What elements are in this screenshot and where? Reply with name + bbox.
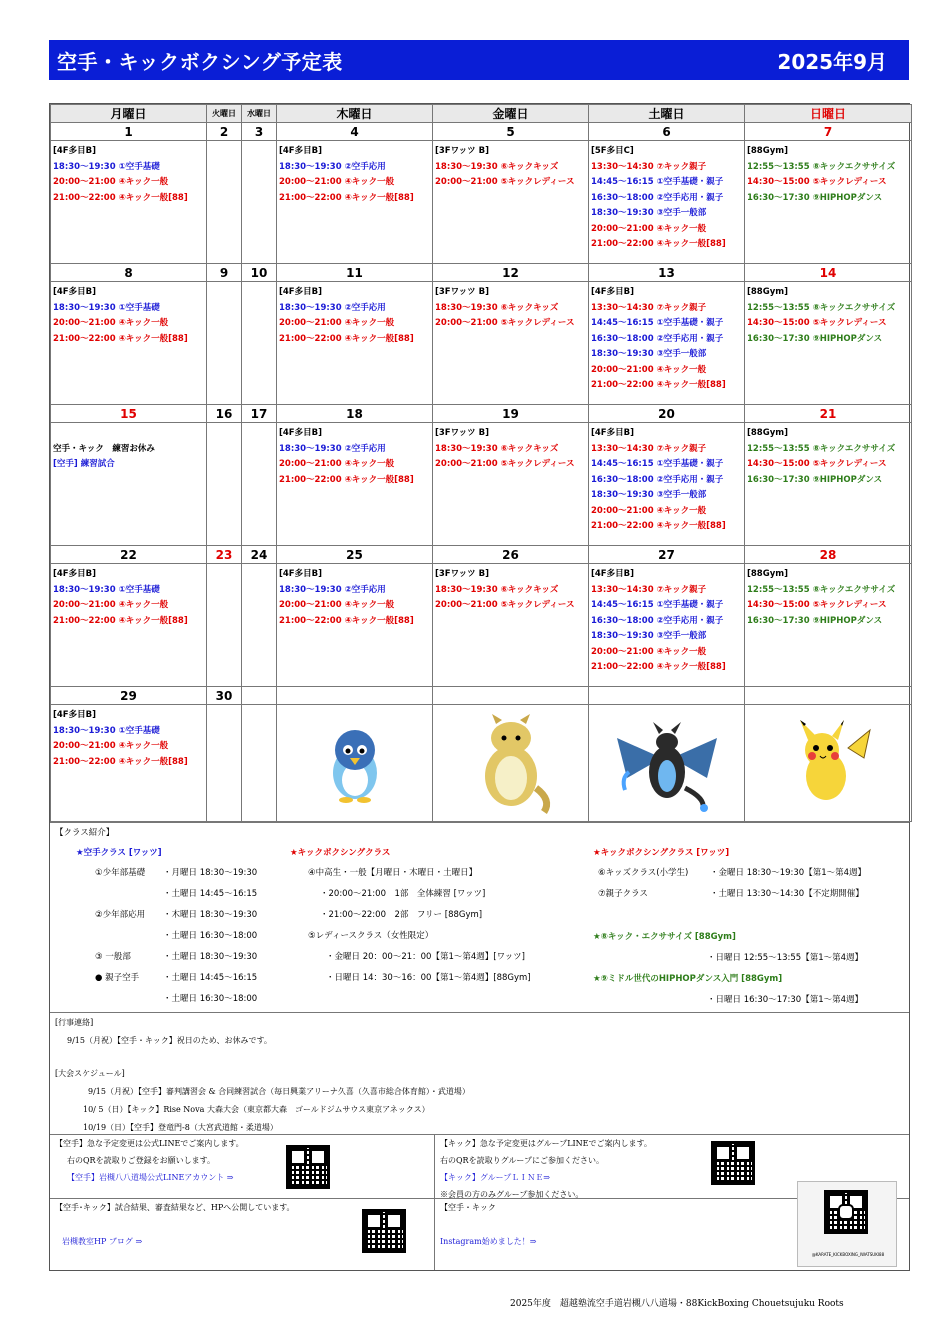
schedule-entry: 21:00～22:00 ④キック一般[88] xyxy=(591,662,726,672)
instagram-icon xyxy=(838,1204,854,1220)
schedule-entry: 14:30～15:00 ⑤キックレディース xyxy=(747,177,887,187)
date-number: 19 xyxy=(433,405,589,423)
schedule-entry: [5F多目C] xyxy=(591,146,634,156)
date-number: 3 xyxy=(242,123,277,141)
date-number xyxy=(745,687,912,705)
schedule-entry: 20:00～21:00 ④キック一般 xyxy=(591,364,707,375)
footer-text: 2025年度 超越塾流空手道岩槻八八道場・88KickBoxing Chouetsujuku Roots xyxy=(510,1299,844,1309)
day-cell xyxy=(745,141,912,264)
date-number: 10 xyxy=(242,264,277,282)
weekday-header: 日曜日 xyxy=(745,105,912,123)
schedule-entry: [4F多目B] xyxy=(279,428,322,438)
schedule-entry: 21:00～22:00 ④キック一般[88] xyxy=(53,192,188,203)
date-number: 8 xyxy=(51,264,207,282)
schedule-entry: 16:30～18:00 ②空手応用・親子 xyxy=(591,474,724,485)
hp-qr-code[interactable] xyxy=(362,1209,406,1253)
kick-watts-class-list xyxy=(598,863,898,905)
karate-class-row xyxy=(95,968,285,989)
weekday-header: 月曜日 xyxy=(51,105,207,123)
kick-class-line: ・金曜日 20：00～21：00【第1～第4週】[ワッツ] xyxy=(326,952,525,962)
day-cell xyxy=(242,282,277,405)
class-time: ・木曜日 18:30～19:30 xyxy=(163,910,258,920)
karate-class-row xyxy=(95,884,285,905)
tournament-heading: [大会スケジュール] xyxy=(55,1069,125,1078)
instagram-link[interactable]: Instagram始めました！⇒ xyxy=(440,1237,537,1246)
date-number xyxy=(433,687,589,705)
schedule-row xyxy=(51,282,912,405)
tournament-line: 9/15（月祝）【空手】審判講習会 & 合同練習試合（毎日興業アリーナ久喜（久喜市総合体育館）・武道場） xyxy=(88,1087,470,1096)
date-number: 13 xyxy=(589,264,745,282)
kick-watts-class-title: ★キックボクシングクラス [ワッツ] xyxy=(593,848,730,858)
events-heading: [行事連絡] xyxy=(55,1018,94,1027)
day-cell xyxy=(51,282,207,405)
schedule-entry: 21:00～22:00 ④キック一般[88] xyxy=(591,239,726,249)
date-number: 24 xyxy=(242,546,277,564)
schedule-entry: 21:00～22:00 ④キック一般[88] xyxy=(591,380,726,390)
schedule-entry: 20:00～21:00 ④キック一般 xyxy=(53,600,169,610)
schedule-entry xyxy=(53,426,204,442)
schedule-entry: 16:30～17:30 ⑨HIPHOPダンス xyxy=(747,615,883,626)
schedule-entry: 18:30～19:30 ⑥キックキッズ xyxy=(435,161,559,172)
month-label: 2025年9月 xyxy=(777,49,887,74)
date-number: 14 xyxy=(745,264,912,282)
schedule-entry: 14:45～16:15 ①空手基礎・親子 xyxy=(591,177,724,187)
class-name xyxy=(95,989,163,1010)
schedule-entry: 13:30～14:30 ⑦キック親子 xyxy=(591,584,707,595)
kick-class-title: ★キックボクシングクラス xyxy=(290,848,391,858)
schedule-entry: [4F多目B] xyxy=(279,569,322,579)
hp-notice-line: 【空手･キック】試合結果、審査結果など、HPへ公開しています。 xyxy=(55,1203,295,1212)
date-number: 29 xyxy=(51,687,207,705)
class-name: ②少年部応用 xyxy=(95,910,146,920)
schedule-entry: [4F多目B] xyxy=(279,146,322,156)
schedule-entry: 20:00～21:00 ④キック一般 xyxy=(279,177,395,187)
piplup-mascot-image xyxy=(279,708,430,818)
instagram-qr-card[interactable] xyxy=(797,1181,897,1267)
schedule-entry: [3Fワッツ B] xyxy=(435,428,490,438)
schedule-entry: 20:00～21:00 ⑤キックレディース xyxy=(435,459,575,469)
date-number: 1 xyxy=(51,123,207,141)
kick-class-list xyxy=(308,863,578,989)
header-bar xyxy=(49,40,909,80)
event-line: 9/15（月祝）【空手・キック】祝日のため、お休みです。 xyxy=(67,1036,272,1045)
day-cell xyxy=(745,564,912,687)
schedule-entry: [88Gym] xyxy=(747,569,788,579)
schedule-entry: 14:30～15:00 ⑤キックレディース xyxy=(747,459,887,469)
date-number: 2 xyxy=(207,123,242,141)
day-cell xyxy=(51,423,207,546)
karate-class-row xyxy=(95,926,285,947)
schedule-entry: 20:00～21:00 ④キック一般 xyxy=(279,459,395,469)
kick-class-line: ・21:00～22:00 2部 フリー [88Gym] xyxy=(320,910,483,920)
day-cell xyxy=(589,141,745,264)
hiphop-title: ★⑨ミドル世代のHIPHOPダンス入門 [88Gym] xyxy=(593,974,783,984)
date-number: 11 xyxy=(277,264,433,282)
class-name: ● 親子空手 xyxy=(95,973,140,983)
class-name: ⑥キッズクラス(小学生) xyxy=(598,868,689,878)
schedule-entry: [4F多目B] xyxy=(279,287,322,297)
date-number: 22 xyxy=(51,546,207,564)
day-cell xyxy=(51,141,207,264)
day-cell xyxy=(242,423,277,546)
schedule-entry: 14:45～16:15 ①空手基礎・親子 xyxy=(591,600,724,610)
weekday-header: 土曜日 xyxy=(589,105,745,123)
class-time: ・土曜日 16:30～18:00 xyxy=(163,931,258,941)
kick-notice-line: 【キック】急な予定変更はグループLINEでご案内します。 xyxy=(440,1139,652,1148)
schedule-entry: [3Fワッツ B] xyxy=(435,287,490,297)
schedule-entry: 18:30～19:30 ②空手応用 xyxy=(279,161,386,172)
pikachu-mascot-image xyxy=(747,708,909,818)
tournament-line: 10/ 5（日）【キック】Rise Nova 大森大会（東京都大森 ゴールドジムサウス東京アネックス） xyxy=(83,1105,430,1114)
date-number: 9 xyxy=(207,264,242,282)
schedule-entry: 21:00～22:00 ④キック一般[88] xyxy=(279,192,414,203)
schedule-entry: 18:30～19:30 ③空手一般部 xyxy=(591,208,707,218)
schedule-entry: 18:30～19:30 ①空手基礎 xyxy=(53,302,160,313)
schedule-entry: 12:55～13:55 ⑧キックエクササイズ xyxy=(747,443,896,454)
schedule-entry: 18:30～19:30 ⑥キックキッズ xyxy=(435,302,559,313)
date-number-row xyxy=(51,687,912,705)
day-cell xyxy=(207,423,242,546)
weekday-header: 木曜日 xyxy=(277,105,433,123)
date-number: 17 xyxy=(242,405,277,423)
schedule-entry: 20:00～21:00 ⑤キックレディース xyxy=(435,177,575,187)
day-cell xyxy=(433,141,589,264)
day-cell xyxy=(51,564,207,687)
schedule-entry: [4F多目B] xyxy=(591,569,634,579)
schedule-entry: 13:30～14:30 ⑦キック親子 xyxy=(591,161,707,172)
schedule-entry: 20:00～21:00 ⑤キックレディース xyxy=(435,600,575,610)
kick-class-line: ④中高生・一般【月曜日・木曜日・土曜日】 xyxy=(308,868,478,878)
schedule-entry: [4F多目B] xyxy=(591,428,634,438)
date-number: 15 xyxy=(51,405,207,423)
schedule-entry: 21:00～22:00 ④キック一般[88] xyxy=(279,333,414,344)
schedule-entry: [3Fワッツ B] xyxy=(435,569,490,579)
events-section xyxy=(50,1012,909,1134)
karate-line-qr-code[interactable] xyxy=(286,1145,330,1189)
kick-notice-line: 右のQRを読取りグループにご参加ください。 xyxy=(440,1156,604,1165)
day-cell xyxy=(242,705,277,822)
kick-notice-note: ※会員の方のみグループ参加ください。 xyxy=(440,1190,584,1199)
schedule-entry: 20:00～21:00 ④キック一般 xyxy=(591,646,707,657)
hiphop-time: ・日曜日 16:30～17:30【第1～第4週】 xyxy=(707,995,864,1005)
day-cell xyxy=(745,282,912,405)
schedule-entry: 20:00～21:00 ④キック一般 xyxy=(279,318,395,328)
schedule-entry: 12:55～13:55 ⑧キックエクササイズ xyxy=(747,584,896,595)
schedule-row xyxy=(51,564,912,687)
karate-class-list xyxy=(95,863,285,1010)
page-title: 空手・キックボクシング予定表 xyxy=(57,49,343,74)
day-cell xyxy=(589,705,745,822)
schedule-entry: 16:30～17:30 ⑨HIPHOPダンス xyxy=(747,192,883,203)
class-time: ・土曜日 18:30～19:30 xyxy=(163,952,258,962)
schedule-entry: 21:00～22:00 ④キック一般[88] xyxy=(53,333,188,344)
schedule-entry: 14:30～15:00 ⑤キックレディース xyxy=(747,600,887,610)
schedule-entry: 14:45～16:15 ①空手基礎・親子 xyxy=(591,459,724,469)
hp-notice xyxy=(50,1199,435,1270)
day-cell xyxy=(207,564,242,687)
schedule-entry: 20:00～21:00 ④キック一般 xyxy=(53,318,169,328)
kick-exercise-title: ★⑧キック・エクササイズ [88Gym] xyxy=(593,932,736,942)
class-intro-heading: 【クラス紹介】 xyxy=(55,828,115,838)
schedule-entry: 18:30～19:30 ②空手応用 xyxy=(279,302,386,313)
day-cell xyxy=(277,282,433,405)
class-name xyxy=(95,884,163,905)
kick-watts-class-row xyxy=(598,884,898,905)
day-cell xyxy=(207,141,242,264)
schedule-entry: 21:00～22:00 ④キック一般[88] xyxy=(53,756,188,767)
weekday-header: 金曜日 xyxy=(433,105,589,123)
schedule-entry: 21:00～22:00 ④キック一般[88] xyxy=(591,521,726,531)
kick-watts-class-row xyxy=(598,863,898,884)
day-cell xyxy=(277,141,433,264)
day-cell xyxy=(433,282,589,405)
schedule-entry: 18:30～19:30 ⑥キックキッズ xyxy=(435,443,559,454)
schedule-entry: 18:30～19:30 ②空手応用 xyxy=(279,443,386,454)
schedule-entry: [88Gym] xyxy=(747,146,788,156)
date-number: 30 xyxy=(207,687,242,705)
schedule-row xyxy=(51,141,912,264)
schedule-entry: 20:00～21:00 ⑤キックレディース xyxy=(435,318,575,328)
date-number: 5 xyxy=(433,123,589,141)
schedule-entry: [4F多目B] xyxy=(53,710,96,720)
schedule-entry: 16:30～17:30 ⑨HIPHOPダンス xyxy=(747,333,883,344)
date-number: 12 xyxy=(433,264,589,282)
schedule-entry: 18:30～19:30 ③空手一般部 xyxy=(591,490,707,500)
karate-class-row xyxy=(95,947,285,968)
schedule-entry: 13:30～14:30 ⑦キック親子 xyxy=(591,302,707,313)
calendar-wrapper xyxy=(49,103,910,1271)
schedule-entry: [3Fワッツ B] xyxy=(435,146,490,156)
class-time: ・土曜日 16:30～18:00 xyxy=(163,994,258,1004)
schedule-entry: 18:30～19:30 ③空手一般部 xyxy=(591,349,707,359)
schedule-entry: 16:30～17:30 ⑨HIPHOPダンス xyxy=(747,474,883,485)
schedule-entry: 16:30～18:00 ②空手応用・親子 xyxy=(591,192,724,203)
day-cell xyxy=(277,423,433,546)
schedule-entry: [4F多目B] xyxy=(53,287,96,297)
weekday-header: 火曜日 xyxy=(207,105,242,123)
date-number xyxy=(589,687,745,705)
date-number-row xyxy=(51,405,912,423)
schedule-entry: 13:30～14:30 ⑦キック親子 xyxy=(591,443,707,454)
kick-class-line: ⑤レディースクラス（女性限定） xyxy=(308,931,434,941)
day-cell xyxy=(277,705,433,822)
date-number: 23 xyxy=(207,546,242,564)
date-number xyxy=(277,687,433,705)
schedule-entry: 12:55～13:55 ⑧キックエクササイズ xyxy=(747,302,896,313)
day-cell xyxy=(51,705,207,822)
class-name: ①少年部基礎 xyxy=(95,868,146,878)
day-cell xyxy=(433,423,589,546)
karate-notice-line: 【空手】急な予定変更は公式LINEでご案内します。 xyxy=(55,1139,244,1148)
schedule-entry: 18:30～19:30 ①空手基礎 xyxy=(53,725,160,736)
class-time: ・月曜日 18:30～19:30 xyxy=(163,868,258,878)
date-number-row xyxy=(51,546,912,564)
schedule-row xyxy=(51,423,912,546)
date-number: 7 xyxy=(745,123,912,141)
charizard-mascot-image xyxy=(591,708,742,818)
day-cell xyxy=(242,141,277,264)
kick-exercise-time: ・日曜日 12:55～13:55【第1～第4週】 xyxy=(707,953,864,963)
schedule-entry: 16:30～18:00 ②空手応用・親子 xyxy=(591,333,724,344)
day-cell xyxy=(277,564,433,687)
class-name xyxy=(95,926,163,947)
date-number: 16 xyxy=(207,405,242,423)
notice-row xyxy=(50,1134,909,1198)
sandshrew-mascot-image xyxy=(435,708,586,818)
hp-blog-link[interactable]: 岩槻教室HP ブログ ⇒ xyxy=(62,1237,143,1246)
date-number: 4 xyxy=(277,123,433,141)
kick-line-qr-code[interactable] xyxy=(711,1141,755,1185)
date-number-row xyxy=(51,123,912,141)
schedule-entry: [4F多目B] xyxy=(53,569,96,579)
class-time: ・金曜日 18:30～19:30【第1～第4週】 xyxy=(710,868,867,878)
karate-notice-line: 右のQRを読取りご登録をお願いします。 xyxy=(67,1156,215,1165)
day-cell xyxy=(745,705,912,822)
date-number: 21 xyxy=(745,405,912,423)
kick-class-line: ・20:00～21:00 1部 全体練習 [ワッツ] xyxy=(320,889,486,899)
date-number: 20 xyxy=(589,405,745,423)
karate-line-link[interactable]: 【空手】岩槻八八道場公式LINEアカウント ⇒ xyxy=(67,1173,234,1182)
karate-notice xyxy=(50,1135,435,1198)
karate-class-row xyxy=(95,905,285,926)
schedule-entry: 14:45～16:15 ①空手基礎・親子 xyxy=(591,318,724,328)
schedule-entry: 20:00～21:00 ④キック一般 xyxy=(279,600,395,610)
schedule-entry: 20:00～21:00 ④キック一般 xyxy=(53,177,169,187)
schedule-entry: 20:00～21:00 ④キック一般 xyxy=(591,223,707,234)
class-time: ・土曜日 13:30～14:30【不定期開催】 xyxy=(710,889,864,899)
schedule-entry: 20:00～21:00 ④キック一般 xyxy=(53,741,169,751)
date-number: 26 xyxy=(433,546,589,564)
date-number: 27 xyxy=(589,546,745,564)
tournament-line: 10/19（日）【空手】登竜門-8（大宮武道館・柔道場） xyxy=(83,1123,278,1132)
day-cell xyxy=(207,705,242,822)
date-number: 28 xyxy=(745,546,912,564)
day-cell xyxy=(589,423,745,546)
calendar-table xyxy=(50,104,912,822)
schedule-entry: [空手] 練習試合 xyxy=(53,459,115,469)
schedule-entry: [4F多目B] xyxy=(591,287,634,297)
schedule-entry: 14:30～15:00 ⑤キックレディース xyxy=(747,318,887,328)
weekday-header: 水曜日 xyxy=(242,105,277,123)
schedule-entry: 18:30～19:30 ②空手応用 xyxy=(279,584,386,595)
instagram-notice xyxy=(435,1199,909,1270)
date-number: 18 xyxy=(277,405,433,423)
schedule-entry: 18:30～19:30 ①空手基礎 xyxy=(53,584,160,595)
class-time: ・土曜日 14:45～16:15 xyxy=(163,973,258,983)
karate-class-row xyxy=(95,863,285,884)
day-cell xyxy=(589,282,745,405)
schedule-entry: 18:30～19:30 ③空手一般部 xyxy=(591,631,707,641)
day-cell xyxy=(433,705,589,822)
day-cell xyxy=(207,282,242,405)
schedule-entry: 20:00～21:00 ④キック一般 xyxy=(591,505,707,516)
schedule-entry: [4F多目B] xyxy=(53,146,96,156)
date-number-row xyxy=(51,264,912,282)
schedule-entry: 21:00～22:00 ④キック一般[88] xyxy=(53,615,188,626)
class-name: ⑦親子クラス xyxy=(598,889,648,899)
schedule-entry: [88Gym] xyxy=(747,287,788,297)
karate-class-title: ★空手クラス [ワッツ] xyxy=(76,848,162,858)
date-number: 6 xyxy=(589,123,745,141)
kick-line-link[interactable]: 【キック】グループＬＩＮＥ⇒ xyxy=(440,1173,550,1182)
schedule-entry: 12:55～13:55 ⑧キックエクササイズ xyxy=(747,161,896,172)
day-cell xyxy=(433,564,589,687)
weekday-header-row xyxy=(51,105,912,123)
schedule-entry: 空手・キック 練習お休み xyxy=(53,443,155,454)
class-introduction xyxy=(50,822,909,1012)
day-cell xyxy=(242,564,277,687)
class-time: ・土曜日 14:45～16:15 xyxy=(163,889,258,899)
kick-class-line: ・日曜日 14：30～16：00【第1～第4週】[88Gym] xyxy=(326,973,531,983)
schedule-entry: 21:00～22:00 ④キック一般[88] xyxy=(279,615,414,626)
schedule-entry: 18:30～19:30 ①空手基礎 xyxy=(53,161,160,172)
instagram-notice-line: 【空手・キック xyxy=(440,1203,496,1212)
schedule-entry: [88Gym] xyxy=(747,428,788,438)
class-name: ③ 一般部 xyxy=(95,952,131,962)
date-number: 25 xyxy=(277,546,433,564)
day-cell xyxy=(589,564,745,687)
bottom-row xyxy=(50,1198,909,1270)
schedule-entry: 21:00～22:00 ④キック一般[88] xyxy=(279,474,414,485)
schedule-entry: 16:30～18:00 ②空手応用・親子 xyxy=(591,615,724,626)
day-cell xyxy=(745,423,912,546)
karate-class-row xyxy=(95,989,285,1010)
instagram-caption: @KARATE_KICKBOXING_IWATSUKI88 xyxy=(811,1252,885,1257)
schedule-row xyxy=(51,705,912,822)
date-number xyxy=(242,687,277,705)
schedule-entry: 18:30～19:30 ⑥キックキッズ xyxy=(435,584,559,595)
